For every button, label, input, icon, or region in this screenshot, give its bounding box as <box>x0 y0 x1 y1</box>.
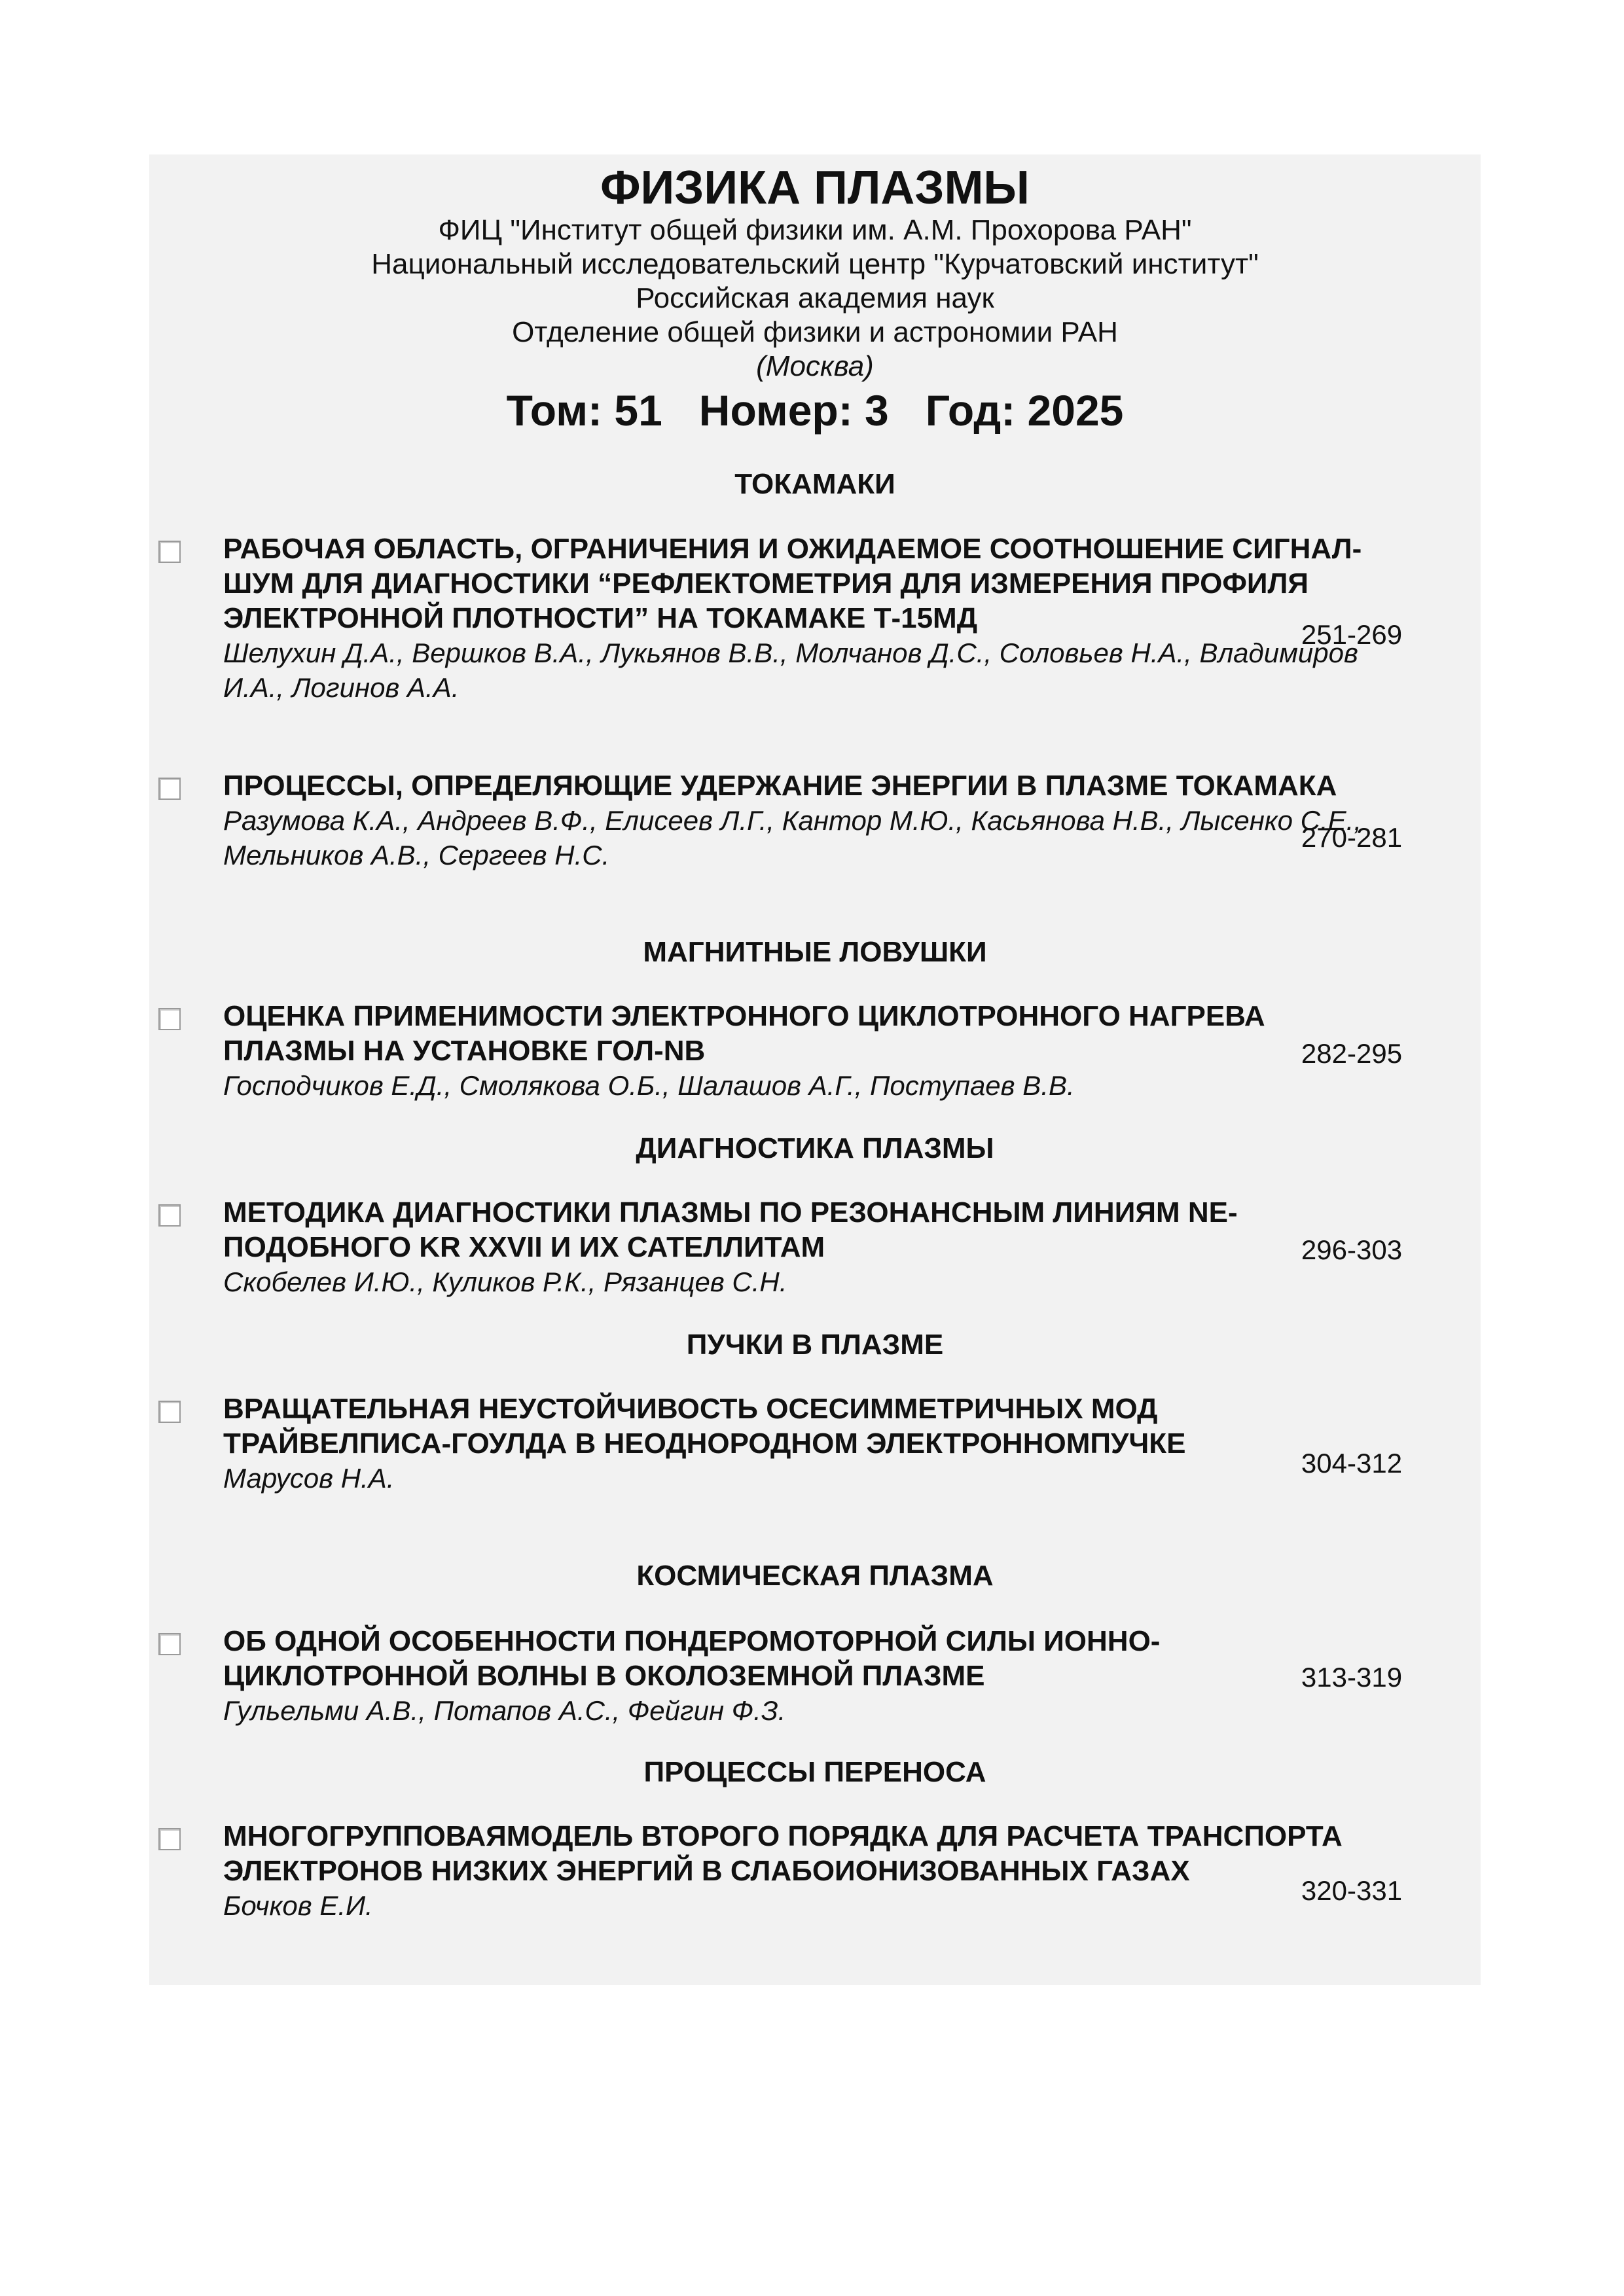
article-pages: 313-319 <box>1301 1662 1403 1693</box>
publisher-line: ФИЦ "Институт общей физики им. А.М. Прохорова РАН" <box>438 214 1192 246</box>
issue-volume: Том: 51 <box>506 386 662 435</box>
journal-title: ФИЗИКА ПЛАЗМЫ <box>600 162 1030 214</box>
article-authors: Бочков Е.И. <box>223 1890 373 1921</box>
article-title[interactable]: РАБОЧАЯ ОБЛАСТЬ, ОГРАНИЧЕНИЯ И ОЖИДАЕМОЕ СООТНОШЕНИЕ СИГНАЛ-ШУМ ДЛЯ ДИАГНОСТИКИ “РЕФЛЕКТОМЕТРИЯ ДЛЯ ИЗМЕРЕНИЯ ПРОФИЛЯ ЭЛЕКТРОННОЙ ПЛОТНОСТИ” НА ТОКАМАКЕ Т-15МД <box>223 533 1362 634</box>
article-checkbox[interactable] <box>158 1633 181 1655</box>
section-heading: ПРОЦЕССЫ ПЕРЕНОСА <box>643 1756 986 1788</box>
issue-year: Год: 2025 <box>925 386 1124 435</box>
section-heading: КОСМИЧЕСКАЯ ПЛАЗМА <box>636 1560 994 1592</box>
article-pages: 296-303 <box>1301 1234 1403 1265</box>
article-title[interactable]: МЕТОДИКА ДИАГНОСТИКИ ПЛАЗМЫ ПО РЕЗОНАНСНЫМ ЛИНИЯМ NE-ПОДОБНОГО KR XXVII И ИХ САТЕЛЛИТАМ <box>223 1196 1238 1263</box>
section-heading: ПУЧКИ В ПЛАЗМЕ <box>686 1329 944 1361</box>
article-title[interactable]: ОЦЕНКА ПРИМЕНИМОСТИ ЭЛЕКТРОННОГО ЦИКЛОТРОННОГО НАГРЕВА ПЛАЗМЫ НА УСТАНОВКЕ ГОЛ-NB <box>223 1000 1265 1067</box>
article-pages: 282-295 <box>1301 1038 1403 1069</box>
article-authors: Марусов Н.А. <box>223 1463 395 1494</box>
article-title[interactable]: МНОГОГРУППОВАЯМОДЕЛЬ ВТОРОГО ПОРЯДКА ДЛЯ РАСЧЕТА ТРАНСПОРТА ЭЛЕКТРОНОВ НИЗКИХ ЭНЕРГИЙ В СЛАБОИОНИЗОВАННЫХ ГАЗАХ <box>223 1820 1343 1887</box>
article-checkbox[interactable] <box>158 1401 181 1423</box>
article-authors: Разумова К.А., Андреев В.Ф., Елисеев Л.Г., Кантор М.Ю., Касьянова Н.В., Лысенко С.Е., Мельников А.В., Сергеев Н.С. <box>223 805 1362 870</box>
article-checkbox[interactable] <box>158 1204 181 1227</box>
section-heading: ТОКАМАКИ <box>734 468 895 500</box>
article-pages: 251-269 <box>1301 619 1403 650</box>
article-authors: Господчиков Е.Д., Смолякова О.Б., Шалашов А.Г., Поступаев В.В. <box>223 1070 1075 1101</box>
issue-number: Номер: 3 <box>698 386 889 435</box>
article-pages: 304-312 <box>1301 1448 1403 1479</box>
article-pages: 320-331 <box>1301 1875 1403 1906</box>
publisher-line: Национальный исследовательский центр "Курчатовский институт" <box>371 248 1259 280</box>
section-heading: ДИАГНОСТИКА ПЛАЗМЫ <box>636 1132 994 1164</box>
article-authors: Шелухин Д.А., Вершков В.А., Лукьянов В.В., Молчанов Д.С., Соловьев Н.А., Владимиров И.А., Логинов А.А. <box>223 637 1358 703</box>
article-checkbox[interactable] <box>158 1828 181 1850</box>
article-checkbox[interactable] <box>158 778 181 800</box>
article-pages: 270-281 <box>1301 822 1403 853</box>
article-title[interactable]: ПРОЦЕССЫ, ОПРЕДЕЛЯЮЩИЕ УДЕРЖАНИЕ ЭНЕРГИИ В ПЛАЗМЕ ТОКАМАКА <box>223 770 1337 802</box>
article-title[interactable]: ОБ ОДНОЙ ОСОБЕННОСТИ ПОНДЕРОМОТОРНОЙ СИЛЫ ИОННО-ЦИКЛОТРОННОЙ ВОЛНЫ В ОКОЛОЗЕМНОЙ ПЛАЗМЕ <box>223 1625 1161 1692</box>
table-of-contents <box>149 154 1481 1985</box>
publisher-line: Российская академия наук <box>636 282 994 314</box>
article-authors: Гульельми А.В., Потапов А.С., Фейгин Ф.З. <box>223 1695 786 1726</box>
article-checkbox[interactable] <box>158 541 181 563</box>
publisher-line: Отделение общей физики и астрономии РАН <box>512 316 1118 348</box>
article-checkbox[interactable] <box>158 1008 181 1030</box>
article-title[interactable]: ВРАЩАТЕЛЬНАЯ НЕУСТОЙЧИВОСТЬ ОСЕСИММЕТРИЧНЫХ МОД ТРАЙВЕЛПИСА-ГОУЛДА В НЕОДНОРОДНОМ ЭЛЕКТРОННОМПУЧКЕ <box>223 1393 1186 1460</box>
section-heading: МАГНИТНЫЕ ЛОВУШКИ <box>643 936 987 968</box>
issue-info <box>149 385 1481 437</box>
article-authors: Скобелев И.Ю., Куликов Р.К., Рязанцев С.Н. <box>223 1266 787 1297</box>
journal-city: (Москва) <box>756 350 874 382</box>
